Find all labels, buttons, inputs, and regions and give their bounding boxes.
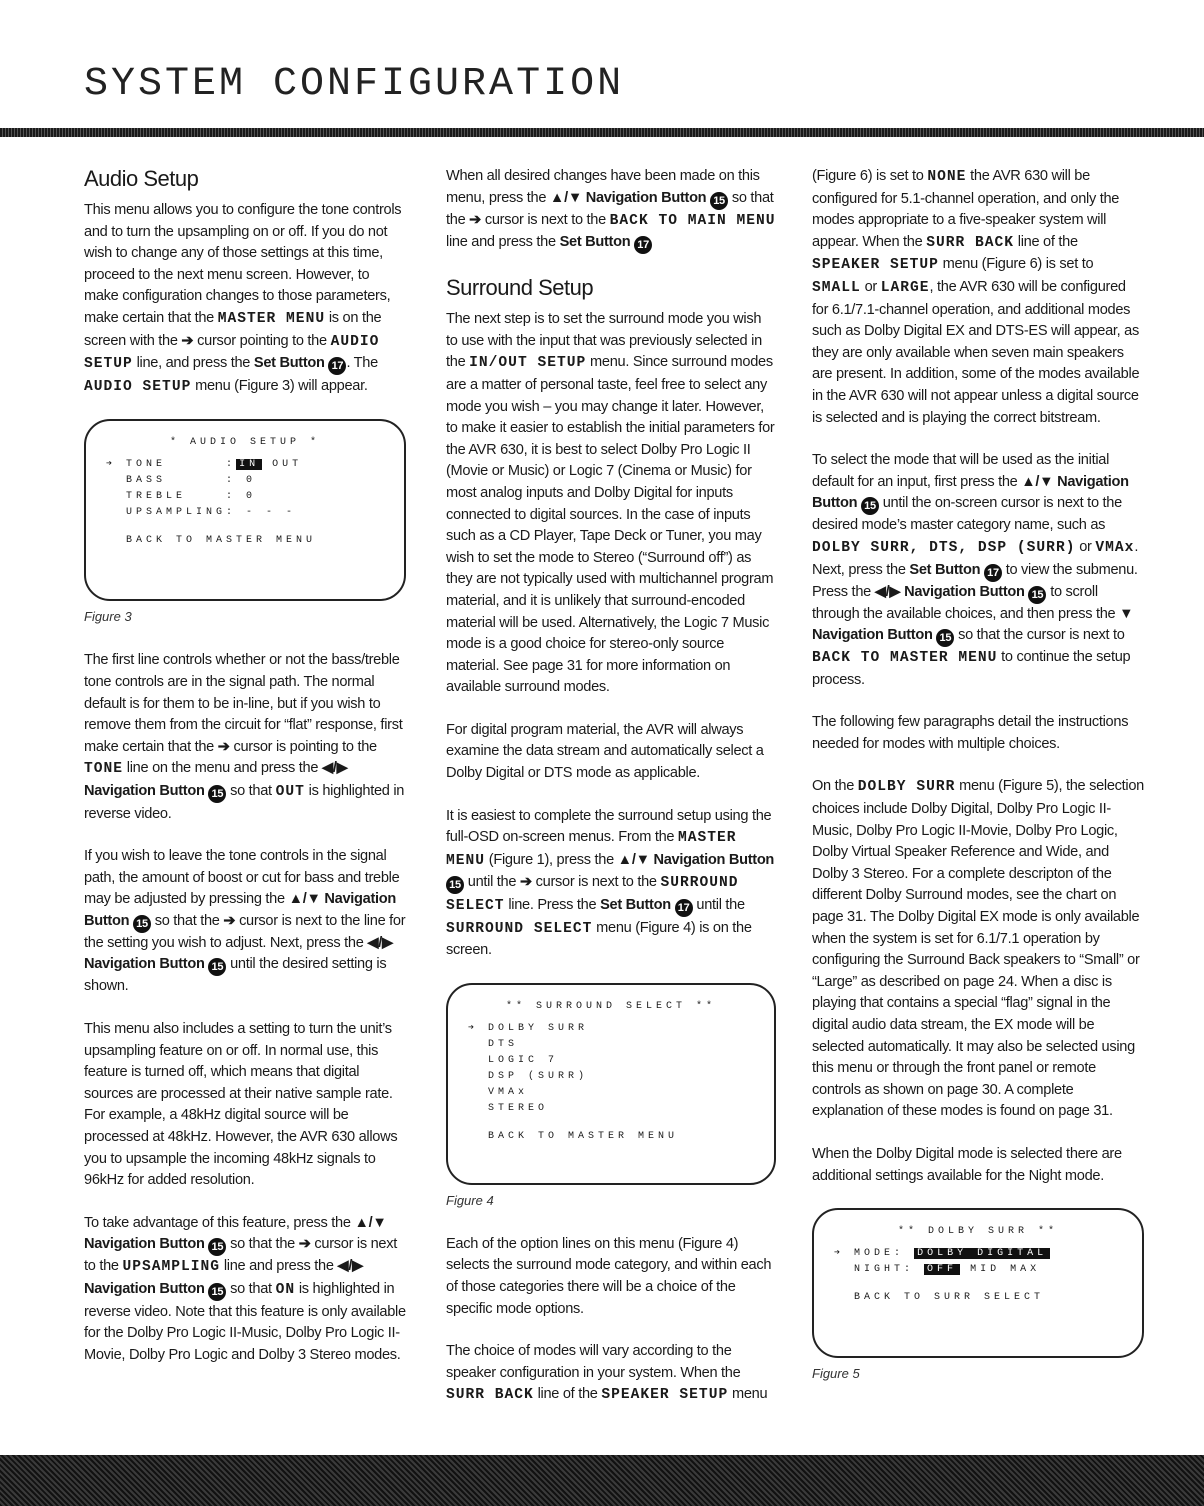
figure-4-caption: Figure 4: [446, 1192, 494, 1208]
cursor-arrow-icon: ➔: [181, 332, 194, 349]
button-17-icon: 17: [328, 357, 346, 375]
speaker-config-paragraph: The choice of modes will vary according to the speaker configuration in your system. When the SURR BACK line of the SPEAKER SETUP menu: [446, 1343, 768, 1404]
tone-paragraph: The first line controls whether or not the bass/treble tone controls are in the signal path. The normal default is for them to be in-line, but if you wish to remove them from the circuit for “flat” response, first make certain that the ➔ cursor is pointing to the TONE line on the menu and press the ◀/▶ Navigation Button 15 so that OUT is highlighted in reverse video.: [84, 652, 405, 822]
figure-3-osd-screen: * AUDIO SETUP * ➔ TONE : IN OUT BASS : 0 TREBLE : 0 UPSAMPLING: - - - BACK TO MASTER MENU: [84, 419, 406, 601]
column-2: [446, 166, 776, 1428]
dolby-surr-paragraph: On the DOLBY SURR menu (Figure 5), the selection choices include Dolby Digital, Dolby Pro Logic II-Music, Dolby Pro Logic II-Movie, Dolby Pro Logic, Dolby Virtual Speaker Reference and Wide, and Dolby 3 Stereo. For a complete descripton of the different Dolby Surround modes, see the chart on page 31. The Dolby Digital EX mode is only available when the system is set for 6.1/7.1 operation by configuring the Surround Back speakers to “Small” or “Large” as described on page 24. When a disc is playing that contains a special “flag” signal in the digital audio data stream, the EX mode will be selected automatically. It may also be selected using this menu or through the front panel or remote controls as shown on page 30. A complete explanation of these modes is found on page 31.: [812, 778, 1144, 1120]
upsampling-paragraph: This menu also includes a setting to turn the unit’s upsampling feature on or off. In normal use, this feature is turned off, which means that digital sources are processed at their native sample rate. For example, a 48kHz digital source will be processed at 48kHz. However, the AVR 630 allows you to upsample the incoming 48kHz signals to 96kHz for added resolution.: [84, 1021, 398, 1189]
column-3: [812, 166, 1144, 1407]
audio-setup-heading: Audio Setup: [84, 166, 199, 191]
surr-back-paragraph: (Figure 6) is set to NONE the AVR 630 will be configured for 5.1-channel operation, and only the modes appropriate to a five-speaker system will appear. When the SURR BACK line of the SPEAKER SETUP menu (Figure 6) is set to SMALL or LARGE, the AVR 630 will be configured for 6.1/7.1-channel operation, and additional modes such as Dolby Digital EX and DTS-ES will appear, as they are only available when seven main speakers are present. In addition, some of the modes available in the AVR 630 will not appear unless a digital source is selected and is playing the correct bitstream.: [812, 168, 1140, 426]
figure-5-caption: Figure 5: [812, 1366, 860, 1382]
figure-3-caption: Figure 3: [84, 609, 132, 625]
bass-treble-paragraph: If you wish to leave the tone controls in the signal path, the amount of boost or cut for bass and treble may be adjusted by pressing the ▲/▼ Navigation Button 15 so that the ➔ cursor is next to the line for the setting you wish to adjust. Next, press the ◀/▶ Navigation Button 15 until the desired setting is shown.: [84, 848, 406, 995]
select-mode-paragraph: To select the mode that will be used as the initial default for an input, first press the ▲/▼ Navigation Button 15 until the on-screen cursor is next to the desired mode’s master category name, such as DOLBY SURR, DTS, DSP (SURR) or VMAx. Next, press the Set Button 17 to view the submenu. Press the ◀/▶ Navigation Button 15 to scroll through the available choices, and then press the ▼ Navigation Button 15 so that the cursor is next to BACK TO MASTER MENU to continue the setup process.: [812, 452, 1139, 688]
figure-4-osd-screen: ** SURROUND SELECT ** ➔ DOLBY SURR DTS LOGIC 7 DSP (SURR) VMAx STEREO BACK TO MASTER MENU: [446, 983, 776, 1185]
column-1: [84, 166, 406, 1387]
footer-bar: [0, 1455, 1204, 1506]
digital-program-paragraph: For digital program material, the AVR will always examine the data stream and automatically select a Dolby Digital or DTS mode as applicable.: [446, 721, 764, 782]
page-title: SYSTEM CONFIGURATION: [84, 62, 625, 107]
exit-audio-setup-paragraph: When all desired changes have been made on this menu, press the ▲/▼ Navigation Button 15 so that the ➔ cursor is next to the BACK TO MAIN MENU line and press the Set Button 17: [446, 166, 776, 254]
upsampling-howto-paragraph: To take advantage of this feature, press the ▲/▼ Navigation Button 15 so that the ➔ cursor is next to the UPSAMPLING line and press the ◀/▶ Navigation Button 15 so that ON is highlighted in reverse video. Note that this feature is only available for the Dolby Pro Logic II-Music, Dolby Pro Logic II-Movie, Dolby Pro Logic and Dolby 3 Stereo modes.: [84, 1214, 406, 1363]
surround-intro-paragraph: The next step is to set the surround mode you wish to use with the input that was previously selected in the IN/OUT SETUP menu. Since surround modes are a matter of personal taste, feel free to select any mode you wish – you may change it later. However, to make it easier to establish the initial parameters for the AVR 630, it is best to select Dolby Pro Logic II (Movie or Music) or Logic 7 (Cinema or Music) for most analog inputs and Dolby Digital for inputs connected to digital sources. In the case of inputs such as a CD Player, Tape Deck or Tuner, you may wish to set the mode to Stereo (“Surround off”) as they are not typically used with multichannel program material, and it is unlikely that surround-encoded material will be used. Alternatively, the Logic 7 Music mode is a good choice for stereo-only source material. See page 31 for more information on available surround modes.: [446, 311, 775, 696]
surround-setup-heading: Surround Setup: [446, 275, 594, 301]
figure-5-osd-screen: ** DOLBY SURR ** ➔ MODE: DOLBY DIGITAL NIGHT: OFF MID MAX BACK TO SURR SELECT: [812, 1208, 1144, 1358]
header-rule: [0, 128, 1204, 137]
night-mode-paragraph: When the Dolby Digital mode is selected there are additional settings available for the Night mode.: [812, 1145, 1122, 1184]
surround-select-paragraph: It is easiest to complete the surround setup using the full-OSD on-screen menus. From the MASTER MENU (Figure 1), press the ▲/▼ Navigation Button 15 until the ➔ cursor is next to the SURROUND SELECT line. Press the Set Button 17 until the SURROUND SELECT menu (Figure 4) is on the screen.: [446, 807, 775, 959]
option-lines-paragraph: Each of the option lines on this menu (Figure 4) selects the surround mode category, and within each of those categories there will be a choice of the specific mode options.: [446, 1235, 772, 1317]
audio-setup-intro: This menu allows you to configure the tone controls and to turn the upsampling on or off. If you do not wish to change any of those settings at this time, proceed to the next menu screen. However, to make configuration changes to those parameters, make certain that the MASTER MENU is on the screen with the ➔ cursor pointing to the AUDIO SETUP line, and press the Set Button 17 . The AUDIO SETUP menu (Figure 3) will appear.: [84, 202, 402, 395]
following-paragraph: The following few paragraphs detail the instructions needed for modes with multiple choices.: [812, 714, 1129, 752]
